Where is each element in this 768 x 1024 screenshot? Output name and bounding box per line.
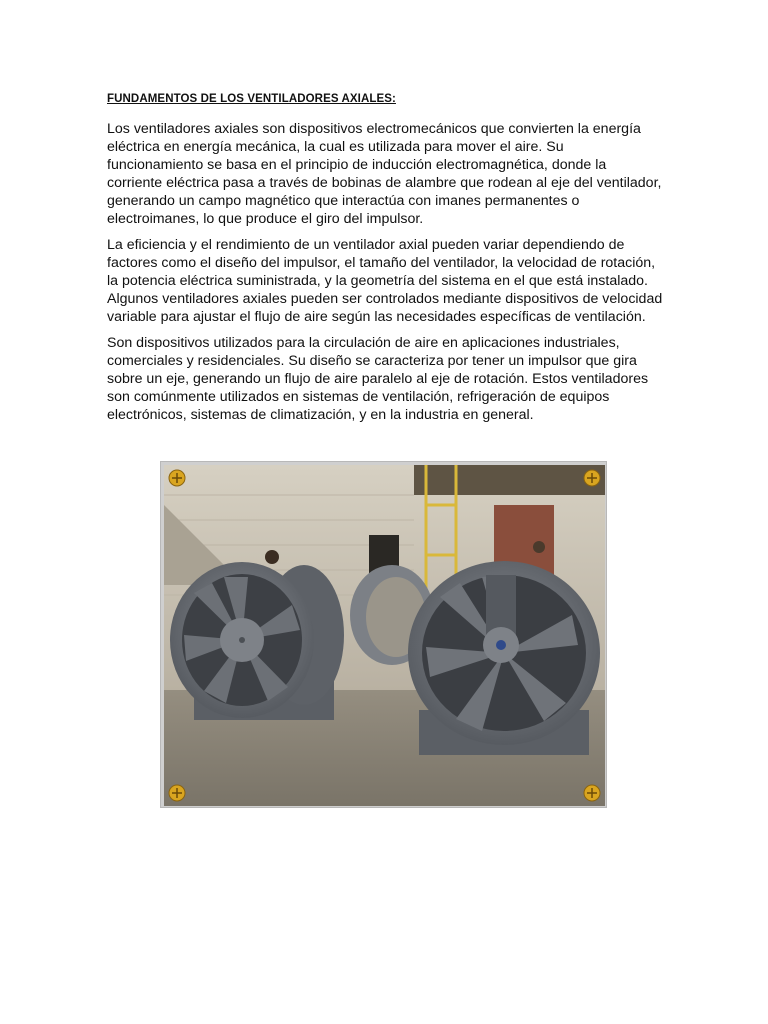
left-axial-fan [170, 562, 344, 720]
right-axial-fan [408, 561, 600, 755]
worker-right [533, 541, 545, 553]
workshop-ceiling-area [414, 465, 605, 495]
axial-fans-photo [160, 461, 607, 808]
paragraph-1: Los ventiladores axiales son dispositivos electromecánicos que convierten la energía eléctrica en energía mecánica, la cual es utilizada para mover el aire. Su funcionamiento se basa en el principio de inducción electromagnética, donde la corriente eléctrica pasa a través de bobinas de alambre que rodean al eje del ventilador, generando un campo magnético que interactúa con imanes permanentes o electroimanes, lo que produce el giro del impulsor. [107, 121, 662, 227]
paragraph-2: La eficiencia y el rendimiento de un ventilador axial pueden variar dependiendo de factores como el diseño del impulsor, el tamaño del ventilador, la velocidad de rotación, la potencia eléctrica suministrada, y la geometría del sistema en el que está instalado. Algunos ventiladores axiales pueden ser controlados mediante dispositivos de velocidad variable para ajustar el flujo de aire según las necesidades específicas de ventilación. [107, 237, 663, 325]
document-heading: FUNDAMENTOS DE LOS VENTILADORES AXIALES: [107, 93, 396, 105]
paragraph-3: Son dispositivos utilizados para la circulación de aire en aplicaciones industriales, comerciales y residenciales. Su diseño se caracteriza por tener un impulsor que gira sobre un eje, generando un flujo de aire paralelo al eje de rotación. Estos ventiladores son comúnmente utilizados en sistemas de ventilación, refrigeración de equipos electrónicos, sistemas de climatización, y en la industria en general. [107, 335, 649, 423]
worker-left [265, 550, 279, 564]
photo-illustration [164, 465, 605, 806]
